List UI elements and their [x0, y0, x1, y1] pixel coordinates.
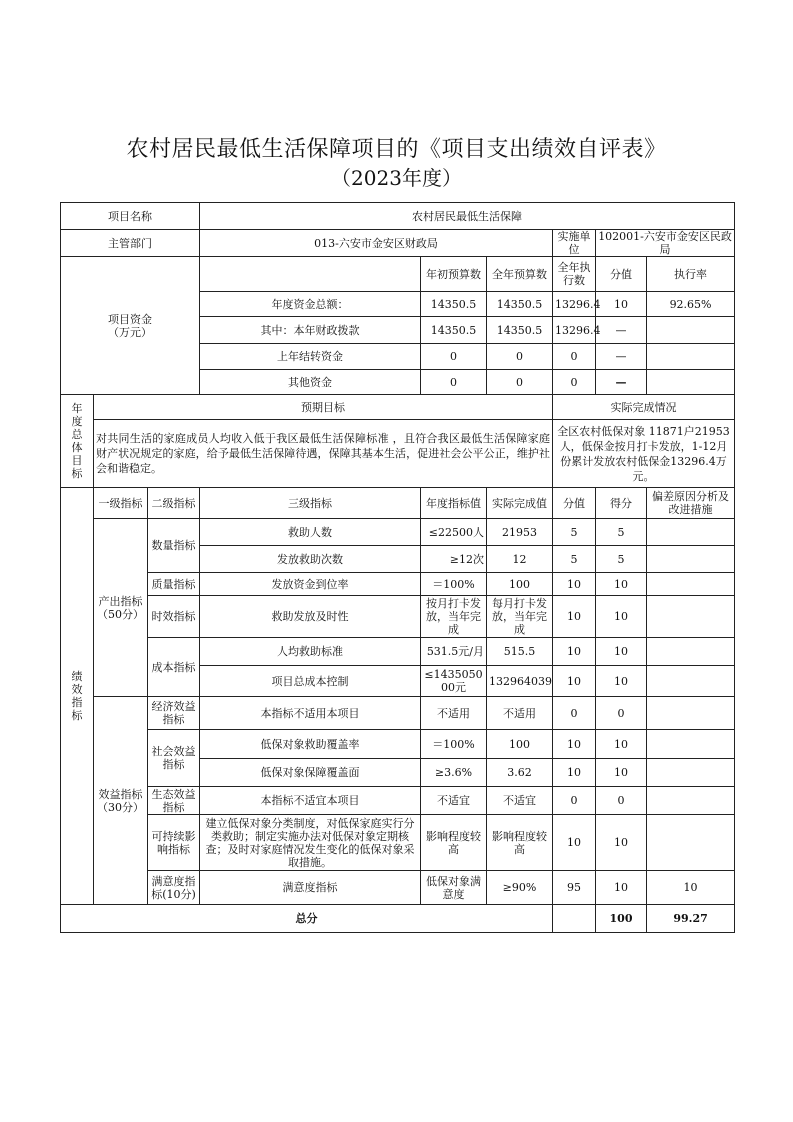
perf-score-max: 10 [553, 573, 596, 596]
perf-l3-name: 救助发放及时性 [200, 596, 421, 638]
perf-header-score-max: 分值 [553, 488, 596, 519]
perf-score: 10 [596, 638, 647, 666]
total-label: 总分 [61, 905, 553, 933]
quantity-indicator-label: 数量指标 [148, 519, 200, 573]
sustainable-impact-label: 可持续影响指标 [148, 815, 200, 871]
funds-cell: 14350.5 [487, 317, 553, 344]
perf-header-l2: 二级指标 [148, 488, 200, 519]
perf-l3-name: 项目总成本控制 [200, 666, 421, 697]
perf-score: 10 [596, 730, 647, 759]
page-subtitle: （2023年度） [331, 166, 462, 190]
perf-actual: 95 [553, 871, 596, 905]
funds-cell: 0 [487, 344, 553, 370]
funds-cell: — [596, 344, 647, 370]
perf-l3-name: 救助人数 [200, 519, 421, 546]
satisfaction-indicator-l1-label: 满意度指标(10分) [148, 871, 200, 905]
perf-target: 按月打卡发放，当年完成 [421, 596, 487, 638]
funds-cell [647, 370, 735, 395]
ecological-benefit-label: 生态效益指标 [148, 787, 200, 815]
department-value: 013-六安市金安区财政局 [200, 230, 553, 257]
perf-deviation [647, 596, 735, 638]
perf-target: ≥3.6% [421, 759, 487, 787]
funds-cell: 14350.5 [421, 317, 487, 344]
funds-cell: 0 [553, 344, 596, 370]
perf-header-l3: 三级指标 [200, 488, 421, 519]
perf-score-max: 0 [553, 787, 596, 815]
perf-target: ≤143505000元 [421, 666, 487, 697]
funds-cell: 13296.4 [553, 292, 596, 317]
perf-deviation [647, 573, 735, 596]
funds-cell: 0 [487, 370, 553, 395]
funds-cell [647, 344, 735, 370]
perf-target: ≥12次 [421, 546, 487, 573]
perf-score-max: 10 [553, 815, 596, 871]
perf-header-deviation: 偏差原因分析及改进措施 [647, 488, 735, 519]
department-row [61, 230, 735, 257]
perf-header-target: 年度指标值 [421, 488, 487, 519]
perf-actual: 100 [487, 730, 553, 759]
perf-l3-name: 低保对象救助覆盖率 [200, 730, 421, 759]
funds-header-execution: 全年执行数 [553, 257, 596, 292]
project-name-value: 农村居民最低生活保障 [200, 203, 735, 230]
funds-cell: 14350.5 [487, 292, 553, 317]
perf-target: 531.5元/月 [421, 638, 487, 666]
perf-l3-name: 本指标不适用本项目 [200, 697, 421, 730]
perf-score: 0 [596, 787, 647, 815]
social-benefit-label: 社会效益指标 [148, 730, 200, 787]
perf-score: 0 [596, 697, 647, 730]
time-indicator-label: 时效指标 [148, 596, 200, 638]
project-name-label: 项目名称 [61, 203, 200, 230]
total-blank [553, 905, 596, 933]
department-label: 主管部门 [61, 230, 200, 257]
project-name-row [61, 203, 735, 230]
output-indicator-label: 产出指标 （50分） [94, 519, 148, 697]
perf-score-max: 10 [553, 759, 596, 787]
perf-score: 10 [596, 815, 647, 871]
perf-score: 5 [596, 519, 647, 546]
goals-header-row [61, 395, 735, 420]
perf-target: 不适用 [421, 697, 487, 730]
total-score-max: 100 [596, 905, 647, 933]
perf-actual: 515.5 [487, 638, 553, 666]
perf-actual: 影响程度较高 [487, 815, 553, 871]
perf-row [61, 573, 735, 596]
perf-l3-name: 建立低保对象分类制度，对低保家庭实行分类救助；制定实施办法对低保对象定期核查；及时对家庭情况发生变化的低保对象采取措施。 [200, 815, 421, 871]
perf-score-max: 10 [553, 638, 596, 666]
perf-deviation [647, 815, 735, 871]
perf-actual: 每月打卡发放，当年完成 [487, 596, 553, 638]
perf-deviation [647, 787, 735, 815]
expected-goal-text: 对共同生活的家庭成员人均收入低于我区最低生活保障标准 ，且符合我区最低生活保障家庭财产状况规定的家庭，给予最低生活保障待遇，保障其基本生活，促进社会公平公正，维护社会和谐稳定。 [94, 420, 553, 488]
cost-indicator-label: 成本指标 [148, 638, 200, 697]
funds-cell: 13296.4 [553, 317, 596, 344]
funds-cell: 0 [553, 370, 596, 395]
total-row [61, 905, 735, 933]
funds-header-initial-budget: 年初预算数 [421, 257, 487, 292]
funds-header-blank [200, 257, 421, 292]
perf-score-max: 10 [553, 596, 596, 638]
perf-actual: 132964039 [487, 666, 553, 697]
perf-actual: 3.62 [487, 759, 553, 787]
perf-indicators-label: 绩 效 指 标 [61, 488, 94, 905]
goals-content-row [61, 420, 735, 488]
funds-cell: 92.65% [647, 292, 735, 317]
funds-row-label: 其中：本年财政拨款 [200, 317, 421, 344]
perf-l3-name: 发放救助次数 [200, 546, 421, 573]
perf-header-actual: 实际完成值 [487, 488, 553, 519]
perf-row [61, 730, 735, 759]
perf-score: 5 [596, 546, 647, 573]
perf-score-max: 10 [596, 871, 647, 905]
perf-actual: 21953 [487, 519, 553, 546]
perf-header-l1: 一级指标 [94, 488, 148, 519]
perf-actual: 不适用 [487, 697, 553, 730]
funds-cell: 14350.5 [421, 292, 487, 317]
evaluation-table [60, 202, 735, 933]
perf-score: 10 [596, 596, 647, 638]
perf-actual: 不适宜 [487, 787, 553, 815]
perf-row [61, 519, 735, 546]
perf-l3-name: 本指标不适宜本项目 [200, 787, 421, 815]
perf-score-max: 5 [553, 519, 596, 546]
implementing-unit-label: 实施单位 [553, 230, 596, 257]
perf-score-max: 0 [553, 697, 596, 730]
implementing-unit-value: 102001-六安市金安区民政局 [596, 230, 735, 257]
satisfaction-indicator-l2-label: 满意度指标 [200, 871, 421, 905]
funds-cell: 0 [421, 344, 487, 370]
perf-row [61, 815, 735, 871]
funds-header-rate: 执行率 [647, 257, 735, 292]
funds-cell: — [596, 370, 647, 395]
funds-header-row [61, 257, 735, 292]
perf-target: 影响程度较高 [421, 815, 487, 871]
funds-header-score-max: 分值 [596, 257, 647, 292]
funds-cell [647, 317, 735, 344]
perf-score-max: 10 [553, 666, 596, 697]
benefit-indicator-label: 效益指标 （30分） [94, 697, 148, 905]
actual-completion-text: 全区农村低保对象 11871户21953人，低保金按月打卡发放，1-12月份累计发放农村低保金13296.4万元。 [553, 420, 735, 488]
perf-l3-name: 人均救助标准 [200, 638, 421, 666]
perf-header-score: 得分 [596, 488, 647, 519]
perf-l3-name: 发放资金到位率 [200, 573, 421, 596]
perf-target: ≤22500人 [421, 519, 487, 546]
perf-row [61, 638, 735, 666]
perf-actual: 12 [487, 546, 553, 573]
perf-deviation [647, 546, 735, 573]
perf-l3-name: 低保对象满意度 [421, 871, 487, 905]
perf-deviation [647, 638, 735, 666]
perf-target: ≥90% [487, 871, 553, 905]
perf-row [61, 787, 735, 815]
perf-deviation [647, 519, 735, 546]
perf-row [61, 596, 735, 638]
perf-score: 10 [596, 759, 647, 787]
quality-indicator-label: 质量指标 [148, 573, 200, 596]
total-score: 99.27 [647, 905, 735, 933]
funds-cell: 10 [596, 292, 647, 317]
funds-row-label: 其他资金 [200, 370, 421, 395]
perf-target: ＝100% [421, 730, 487, 759]
perf-target: 不适宜 [421, 787, 487, 815]
funds-row-label: 上年结转资金 [200, 344, 421, 370]
perf-actual: 100 [487, 573, 553, 596]
funds-cell: 0 [421, 370, 487, 395]
perf-score: 10 [647, 871, 735, 905]
page-title: 农村居民最低生活保障项目的《项目支出绩效自评表》 [126, 137, 667, 162]
funds-header-annual-budget: 全年预算数 [487, 257, 553, 292]
perf-score-max: 5 [553, 546, 596, 573]
perf-header-row [61, 488, 735, 519]
perf-l3-name: 低保对象保障覆盖面 [200, 759, 421, 787]
economic-benefit-label: 经济效益指标 [148, 697, 200, 730]
perf-score: 10 [596, 573, 647, 596]
perf-score-max: 10 [553, 730, 596, 759]
perf-deviation [647, 730, 735, 759]
funds-label: 项目资金 （万元） [61, 257, 200, 395]
annual-goals-label: 年 度 总 体 目 标 [61, 395, 94, 488]
perf-deviation [647, 666, 735, 697]
actual-completion-label: 实际完成情况 [553, 395, 735, 420]
perf-row [61, 871, 735, 905]
perf-target: ＝100% [421, 573, 487, 596]
perf-deviation [647, 697, 735, 730]
perf-row [61, 697, 735, 730]
funds-cell: — [596, 317, 647, 344]
funds-row-label: 年度资金总额： [200, 292, 421, 317]
perf-score: 10 [596, 666, 647, 697]
expected-goal-label: 预期目标 [94, 395, 553, 420]
perf-deviation [647, 759, 735, 787]
